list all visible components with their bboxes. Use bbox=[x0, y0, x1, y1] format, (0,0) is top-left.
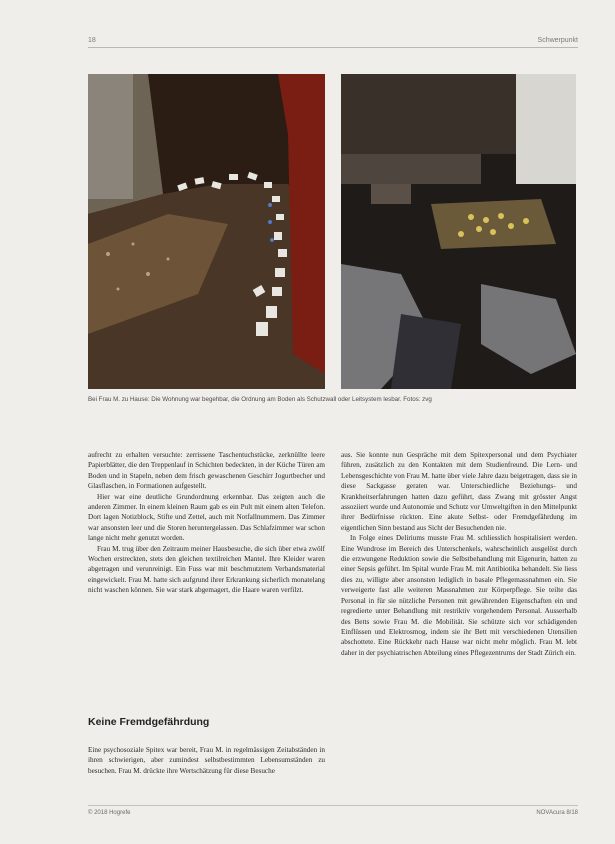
section-label: Schwerpunkt bbox=[537, 37, 578, 44]
footer-issue: NOVAcura 8/18 bbox=[536, 810, 578, 816]
photo-hallway bbox=[88, 74, 325, 389]
footer-copyright: © 2018 Hogrefe bbox=[88, 810, 131, 816]
section-heading: Keine Fremdgefährdung bbox=[88, 716, 210, 728]
paragraph: Frau M. trug über den Zeitraum meiner Hausbesuche, die sich über etwa zwölf Wochen erstreckten, stets den gleichen textilreichen Mantel. Ihre Kleider waren abgetragen und verunreinigt. Ein Fuss war mit beschmutztem Verbandsmaterial eingewickelt. Frau M. hatte sich aufgrund ihrer Erkrankung sicherlich monatelang nicht waschen können. Sie war stark abgemagert, die Haare waren verfilzt. bbox=[88, 544, 325, 595]
paragraph: In Folge eines Deliriums musste Frau M. schliesslich hospitalisiert werden. Eine Wundrose im Bereich des Unterschenkels, wahrscheinlich ausgelöst durch die erzwungene Reduktion sowie die Selbstbehandlung mit Eigenurin, hatten zu einer Sepsis geführt. Im Spital wurde Frau M. mit Antibiotika behandelt. Sie liess dies zu, willigte aber ansonsten lediglich in basale Pflegemassnahmen ein. Sie verweigerte fast alle weiteren Massnahmen zur Körperpflege. Sie teilte das Personal in für sie nützliche Personen mit gewährenden Eigenschaften ein und regredierte unter Behandlung mit restriktiv vorgehendem Personal. Ausserhalb des Betts sowie Frau M. die Mobilität. Sie schützte sich vor schädigenden Einflüssen und Elektrosmog, indem sie ihr Bett mit verschiedenen Utensilien abschottete. Eine Rückkehr nach Hause war nicht mehr möglich. Frau M. lebt daher in der psychiatrischen Abteilung eines Pflegezentrums der Stadt Zürich ein. bbox=[341, 534, 577, 657]
paragraph: Eine psychosoziale Spitex war bereit, Frau M. in regelmässigen Zeitabständen in ihren schwierigen, aber zumindest selbstbestimmten Lebensumständen zu besuchen. Frau M. drückte ihre Wertschätzung für diese Besuche bbox=[88, 746, 325, 775]
paragraph: aufrecht zu erhalten versuchte: zerrissene Taschentuchstücke, zerknüllte leere Papierblätter, die den Treppenlauf in Schichten bedeckten, in der Küche Türen am Boden und in Stapeln, neben dem frisch gewaschenen Geschirr Jogurtbecher und Glasflaschen, in Formationen aufgestellt. bbox=[88, 451, 325, 491]
photo-room bbox=[341, 74, 576, 389]
photo-caption: Bei Frau M. zu Hause: Die Wohnung war begehbar, die Ordnung am Boden als Schutzwall oder Leitsystem lesbar. Fotos: zvg bbox=[88, 396, 432, 403]
text-column-left bbox=[88, 450, 325, 596]
text-column-left-lower bbox=[88, 745, 325, 776]
text-column-right bbox=[341, 450, 577, 658]
page-number: 18 bbox=[88, 37, 96, 44]
paragraph: aus. Sie konnte nun Gespräche mit dem Spitexpersonal und dem Psychiater führen, zusätzlich zu den Kontakten mit dem Studienfreund. Die Lern- und Lebensgeschichte von Frau M. hatte über viele Jahre dazu beigetragen, dass sie in diese Sackgasse geraten war. Unterschiedliche Beziehungs- und Krankheitserfahrungen hatten dazu geführt, dass Zwang mit grösster Angst assoziiert wurde und Autonomie und Schutz vor Umweltgiften in den Mittelpunkt ihrer Bedürfnisse rückten. Eine akute Selbst- oder Fremdgefährdung im eigentlichen Sinn bestand aus Sicht der Besuchenden nie. bbox=[341, 451, 577, 532]
header-rule bbox=[88, 47, 578, 48]
footer-rule bbox=[88, 805, 578, 806]
paragraph: Hier war eine deutliche Grundordnung erkennbar. Das zeigten auch die anderen Zimmer. In einem kleinen Raum gab es ein Pult mit einem alten Telefon. Dort lagen Notizblock, Stifte und Zettel, auch mit Notfallnummern. Das Zimmer war ansonsten leer und die Storen heruntergelassen. Das Schlafzimmer war schon lange nicht mehr genutzt worden. bbox=[88, 492, 325, 543]
